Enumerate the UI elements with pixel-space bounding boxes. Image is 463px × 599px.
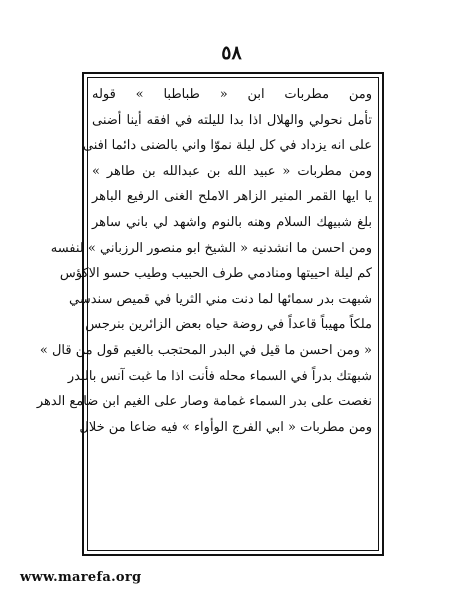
- text-line: شبهت بدر سمائها لما دنت مني الثريا في قميص سندسي: [69, 291, 372, 307]
- text-line: على انه يزداد في كل ليلة نموّا واني بالضنى دائما افنى: [82, 138, 372, 154]
- text-line: ومن مطربات « ابي الفرج الوأواء » فيه ضاعا من خلال: [79, 419, 372, 435]
- text-line: نغصت على بدر السماء غمامة وصار على الغيم ابن ضامع الدهر: [36, 394, 372, 410]
- text-line: « ومن احسن ما قيل في البدر المحتجب بالغيم قول من قال »: [39, 342, 372, 358]
- page-number: ٥٨: [221, 42, 242, 64]
- text-line: ومن مطربات ابن « طباطبا » قوله: [92, 87, 372, 102]
- text-line: كم ليلة احييتها ومنادمي طرف الحبيب وطيب حسو الاكؤس: [59, 266, 372, 282]
- text-line: ملكاً مهيباً قاعداً في روضة حياه بعض الزائرين بنرجس: [85, 317, 372, 333]
- text-line: يا ايها القمر المنير الزاهر الاملح الغنى الرفيع الباهر: [92, 189, 372, 205]
- text-line: تأمل نحولي والهلال اذا بدا لليلته في افقه أينا أضنى: [92, 112, 372, 128]
- text-line: بلغ شبيهك السلام وهنه بالنوم واشهد لي باني ساهر: [92, 214, 372, 230]
- poem-text-block: [36, 82, 372, 544]
- text-line: ومن مطربات « عبيد الله بن عبدالله بن طاهر »: [92, 163, 372, 179]
- text-line: شبهتك بدراً في السماء محله فأنت اذا ما غبت آنس بالبدر: [67, 368, 372, 384]
- website-footer[interactable]: www.marefa.org: [20, 570, 142, 585]
- text-line: ومن احسن ما انشدنيه « الشيخ ابو منصور الرزباني » لنفسه: [50, 240, 372, 256]
